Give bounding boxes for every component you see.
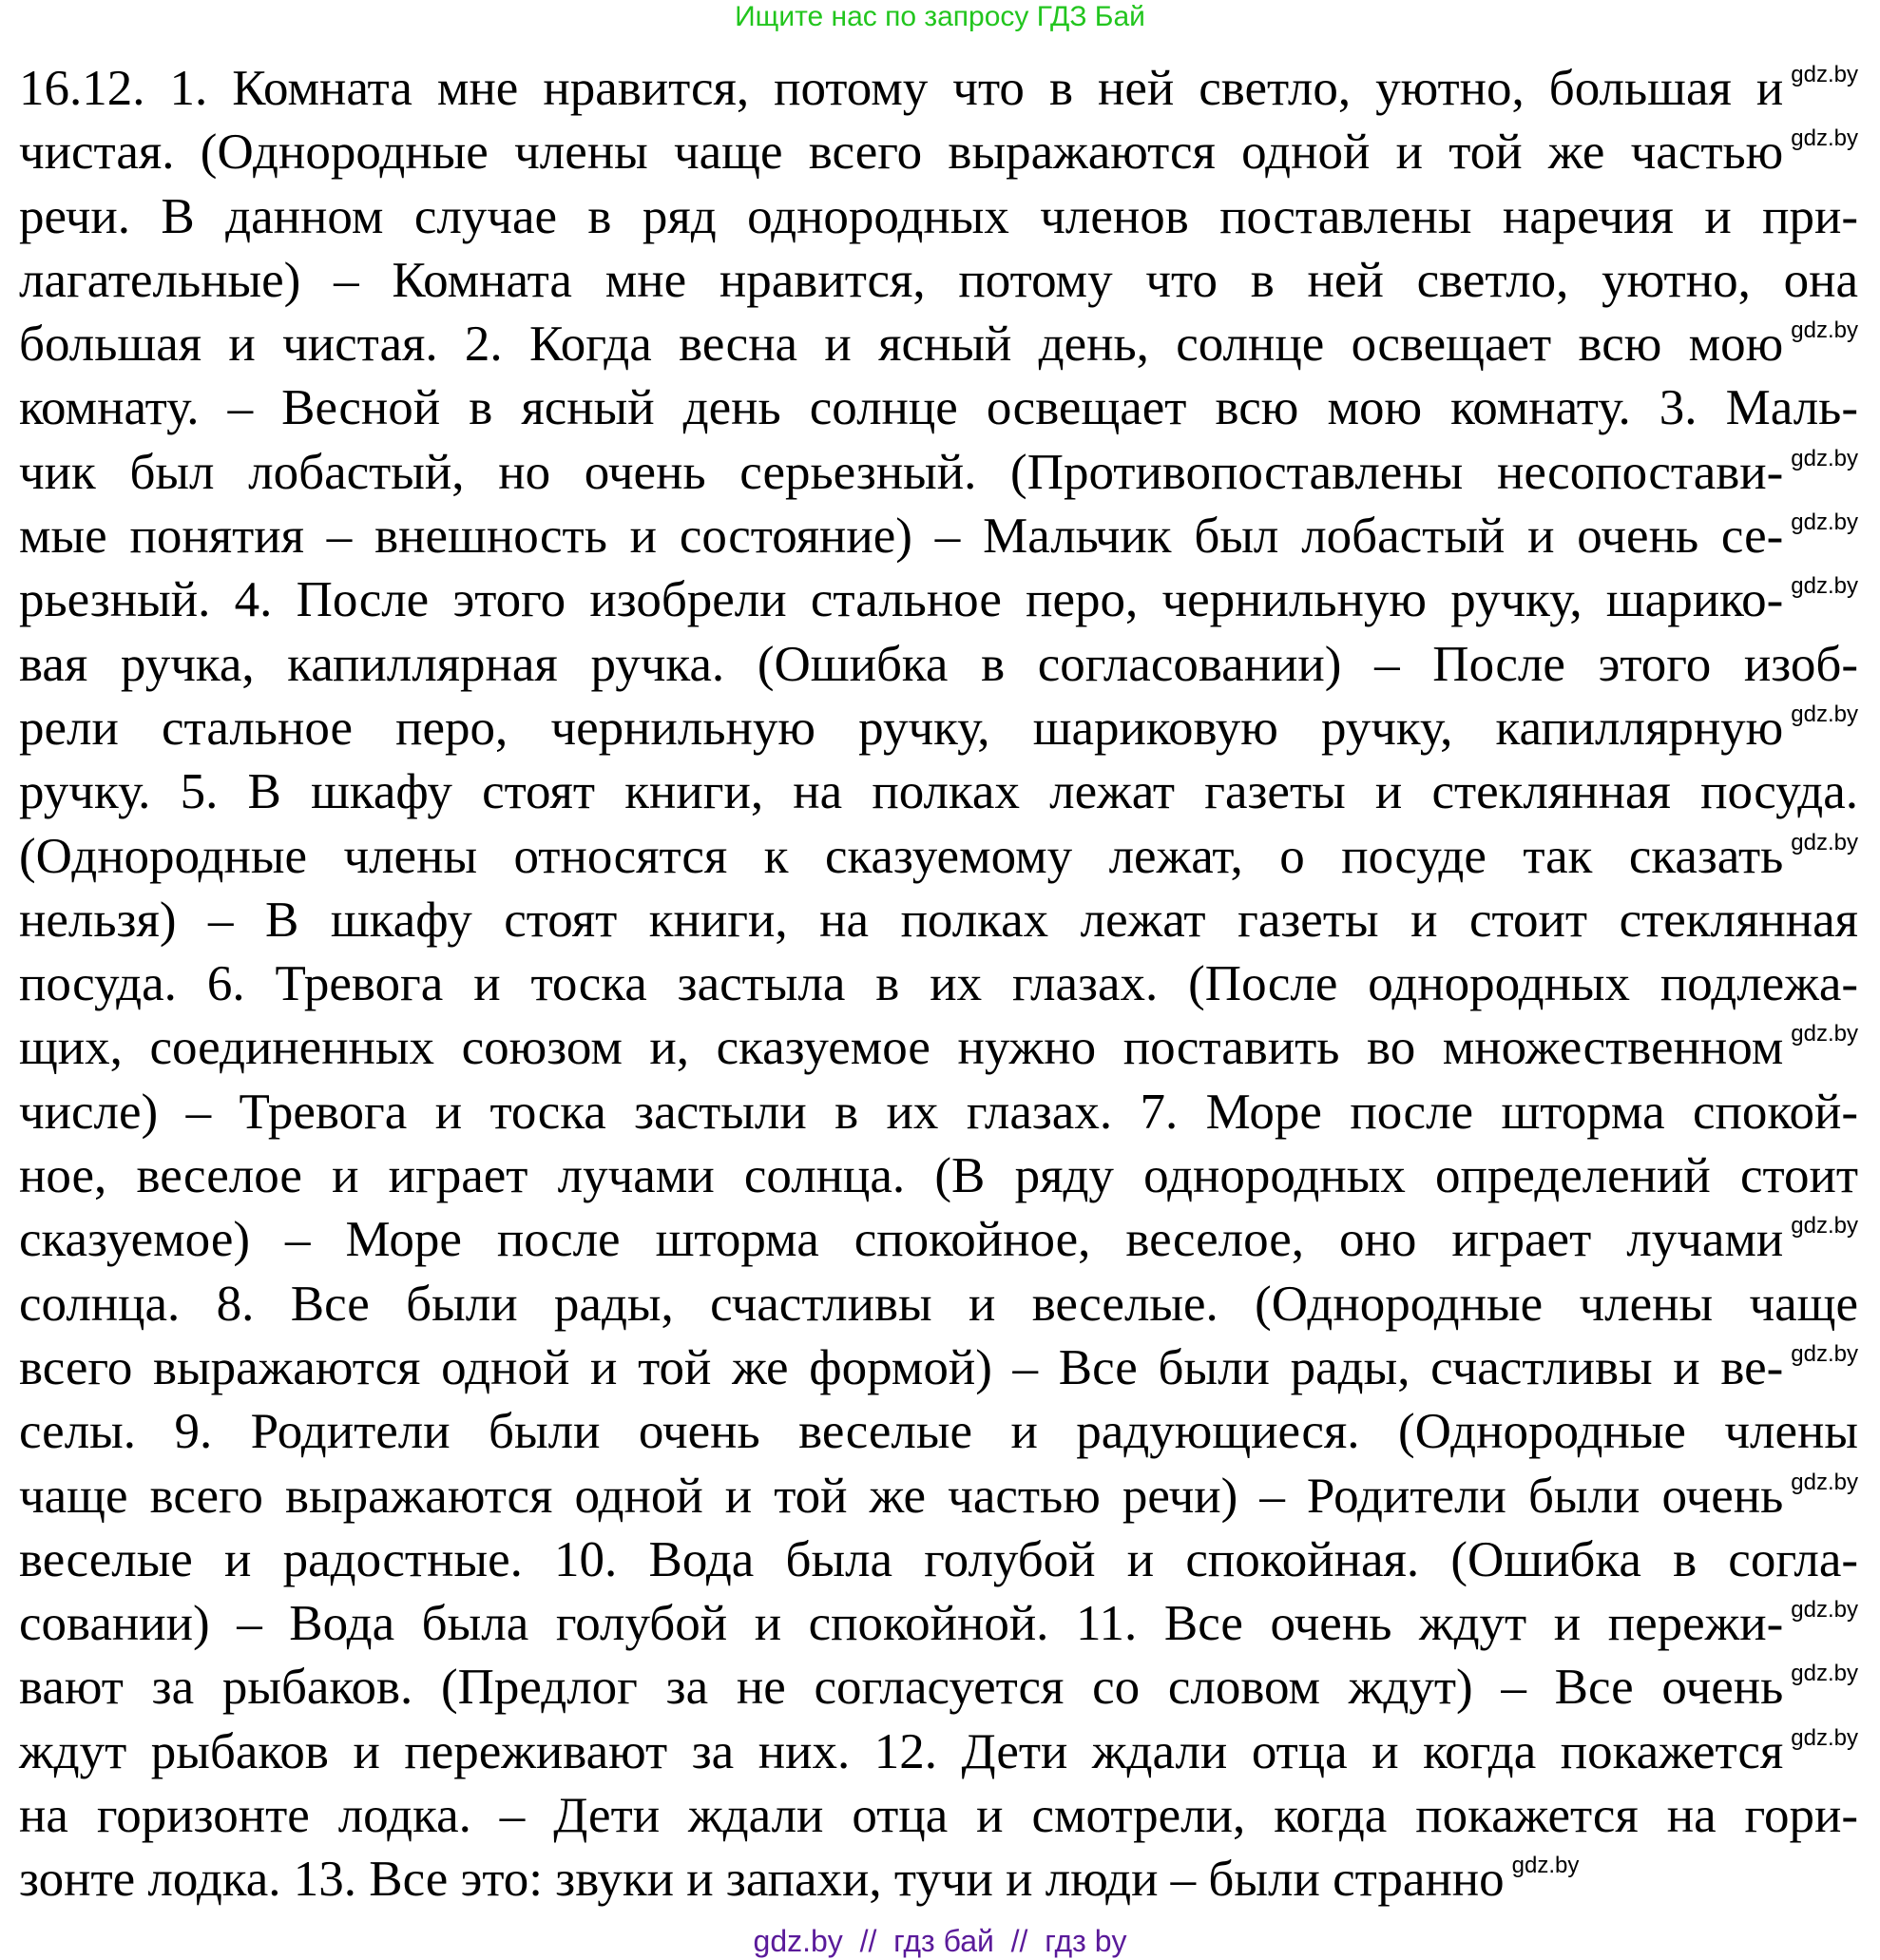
text-line (19, 633, 1858, 697)
text-line (19, 1784, 1858, 1848)
text-line-content: веселые и радостные. 10. Вода была голубой и спокойная. (Ошибка в согла- (19, 1531, 1858, 1587)
watermark: gdz.by (1791, 1213, 1858, 1239)
text-line-content: чистая. (Однородные члены чаще всего выражаются одной и той же частью (19, 125, 1784, 181)
text-line-content: зонте лодка. 13. Все это: звуки и запахи, тучи и люди – были странно (19, 1852, 1505, 1908)
text-line-content: ручку. 5. В шкафу стоят книги, на полках лежат газеты и стеклянная посуда. (19, 764, 1858, 820)
text-line (19, 568, 1858, 632)
text-line (19, 57, 1858, 121)
watermark: gdz.by (1791, 445, 1858, 471)
watermark: gdz.by (1791, 1597, 1858, 1624)
text-line (19, 121, 1858, 184)
text-line-content: числе) – Тревога и тоска застыли в их глазах. 7. Море после шторма спокой- (19, 1084, 1858, 1140)
text-line-content: вая ручка, капиллярная ручка. (Ошибка в согласовании) – После этого изоб- (19, 636, 1858, 692)
text-line-content: селы. 9. Родители были очень веселые и радующиеся. (Однородные члены (19, 1404, 1858, 1460)
text-line (19, 1400, 1858, 1464)
text-line (19, 1273, 1858, 1336)
text-line (19, 697, 1858, 760)
text-line (19, 185, 1858, 249)
text-line (19, 889, 1858, 952)
text-line-content: лагательные) – Комната мне нравится, потому что в ней светло, уютно, она (19, 252, 1858, 308)
text-line (19, 1528, 1858, 1592)
watermark: gdz.by (1791, 1021, 1858, 1047)
text-line (19, 441, 1858, 505)
watermark: gdz.by (1791, 701, 1858, 727)
text-line-content: посуда. 6. Тревога и тоска застыла в их глазах. (После однородных подлежа- (19, 956, 1858, 1012)
watermark: gdz.by (1511, 1853, 1580, 1879)
text-line (19, 1592, 1858, 1656)
text-line (19, 1336, 1858, 1400)
text-line-content: на горизонте лодка. – Дети ждали отца и смотрели, когда покажется на гори- (19, 1788, 1858, 1844)
text-line-content: чаще всего выражаются одной и той же частью речи) – Родители были очень (19, 1468, 1784, 1524)
text-line (19, 1208, 1858, 1272)
text-line (19, 376, 1858, 440)
text-line-content: большая и чистая. 2. Когда весна и ясный день, солнце освещает всю мою (19, 317, 1784, 373)
watermark: gdz.by (1791, 125, 1858, 152)
text-line (19, 760, 1858, 824)
text-line (19, 1656, 1858, 1720)
text-line-content: ждут рыбаков и переживают за них. 12. Дети ждали отца и когда покажется (19, 1723, 1784, 1779)
text-line (19, 313, 1858, 376)
text-line (19, 952, 1858, 1016)
watermark: gdz.by (1791, 509, 1858, 536)
text-line-content: солнца. 8. Все были рады, счастливы и веселые. (Однородные члены чаще (19, 1276, 1858, 1332)
text-line-content: чик был лобастый, но очень серьезный. (Противопоставлены несопостави- (19, 444, 1784, 500)
text-line (19, 249, 1858, 313)
text-line-content: (Однородные члены относятся к сказуемому лежат, о посуде так сказать (19, 828, 1784, 884)
watermark: gdz.by (1791, 1724, 1858, 1751)
text-line-content: нельзя) – В шкафу стоят книги, на полках лежат газеты и стоит стеклянная (19, 892, 1858, 948)
text-line-content: вают за рыбаков. (Предлог за не согласуется со словом ждут) – Все очень (19, 1660, 1784, 1716)
watermark: gdz.by (1791, 317, 1858, 344)
text-line (19, 505, 1858, 568)
text-line-content: сказуемое) – Море после шторма спокойное, веселое, оно играет лучами (19, 1212, 1784, 1268)
text-line-content: всего выражаются одной и той же формой) – Все были рады, счастливы и ве- (19, 1339, 1784, 1395)
text-line-content: мые понятия – внешность и состояние) – Мальчик был лобастый и очень се- (19, 509, 1784, 565)
text-line (19, 1720, 1858, 1784)
watermark: gdz.by (1791, 1661, 1858, 1687)
text-line-content: ное, веселое и играет лучами солнца. (В ряду однородных определений стоит (19, 1148, 1858, 1204)
text-line-content: рели стальное перо, чернильную ручку, шариковую ручку, капиллярную (19, 700, 1784, 756)
text-line (19, 1848, 1858, 1912)
search-hint-banner: Ищите нас по запросу ГДЗ Бай (735, 1, 1145, 32)
watermark: gdz.by (1791, 1469, 1858, 1495)
text-line-content: комнату. – Весной в ясный день солнце освещает всю мою комнату. 3. Маль- (19, 380, 1858, 436)
watermark: gdz.by (1791, 1340, 1858, 1367)
watermark: gdz.by (1791, 62, 1858, 87)
text-line-content: щих, соединенных союзом и, сказуемое нужно поставить во множественном (19, 1020, 1784, 1076)
answer-text (19, 57, 1858, 1912)
text-line-content: совании) – Вода была голубой и спокойной. 11. Все очень ждут и пережи- (19, 1596, 1784, 1652)
watermark: gdz.by (1791, 573, 1858, 600)
text-line (19, 1081, 1858, 1144)
text-line (19, 1144, 1858, 1208)
text-line (19, 825, 1858, 889)
watermark: gdz.by (1791, 829, 1858, 855)
text-line (19, 1465, 1858, 1528)
text-line-content: 16.12. 1. Комната мне нравится, потому что в ней светло, уютно, большая и (19, 61, 1784, 116)
text-line (19, 1016, 1858, 1080)
text-line-content: речи. В данном случае в ряд однородных членов поставлены наречия и при- (19, 188, 1858, 244)
footer-links: gdz.by // гдз бай // гдз by (753, 1924, 1127, 1958)
text-line-content: рьезный. 4. После этого изобрели стальное перо, чернильную ручку, шарико- (19, 572, 1784, 628)
